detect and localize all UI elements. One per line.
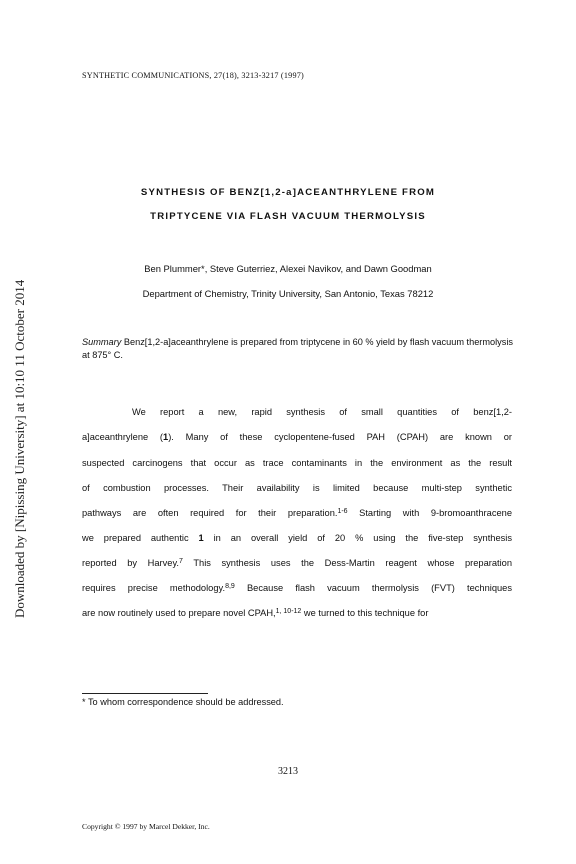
body-line — [82, 432, 512, 442]
body-text: Because flash vacuum thermolysis (FVT) techniques — [234, 583, 512, 593]
citation-ref: 8,9 — [225, 583, 235, 590]
body-line — [82, 558, 512, 568]
body-line — [82, 458, 512, 468]
affiliation: Department of Chemistry, Trinity University, San Antonio, Texas 78212 — [142, 288, 434, 299]
body-text: pathways are often required for their preparation. — [82, 508, 338, 518]
body-line — [82, 608, 512, 618]
summary — [82, 336, 522, 362]
body-text: Starting with 9-bromoanthracene — [347, 508, 512, 518]
citation-ref: 7 — [179, 558, 183, 565]
summary-text: Benz[1,2-a]aceanthrylene is prepared from triptycene in 60 % yield by flash vacuum thermolysis at 875° C. — [82, 337, 513, 360]
download-watermark: Downloaded by [Nipissing University] at 10:10 11 October 2014 — [12, 279, 27, 618]
footnote: * To whom correspondence should be addressed. — [82, 697, 284, 707]
body-line — [82, 407, 512, 417]
authors: Ben Plummer*, Steve Guterriez, Alexei Navikov, and Dawn Goodman — [144, 263, 432, 274]
paper-title-line-2: TRIPTYCENE VIA FLASH VACUUM THERMOLYSIS — [150, 211, 426, 222]
body-text: we prepared authentic — [82, 533, 199, 543]
body-text: suspected carcinogens that occur as trace contaminants in the environment as the result — [82, 458, 512, 468]
compound-number: 1 — [163, 432, 169, 442]
body-text: are now routinely used to prepare novel CPAH, — [82, 608, 276, 618]
body-text: reported by Harvey. — [82, 558, 179, 568]
body-line — [82, 508, 512, 518]
body-text: This synthesis uses the Dess-Martin reagent whose preparation — [182, 558, 513, 568]
body-text: we turned to this technique for — [301, 608, 429, 618]
page-number: 3213 — [278, 766, 298, 777]
body-text: of combustion processes. Their availability is limited because multi-step synthetic — [82, 483, 512, 493]
body-line — [82, 533, 512, 543]
body-text: ). Many of these cyclopentene-fused PAH (CPAH) are known or — [168, 432, 512, 442]
body-text: in an overall yield of 20 % using the five-step synthesis — [203, 533, 512, 543]
citation-ref: 1, 10-12 — [275, 608, 302, 615]
journal-header: SYNTHETIC COMMUNICATIONS, 27(18), 3213-3217 (1997) — [82, 71, 304, 80]
copyright: Copyright © 1997 by Marcel Dekker, Inc. — [82, 822, 210, 831]
summary-label: Summary — [82, 337, 122, 347]
body-text: a]aceanthrylene ( — [82, 432, 164, 442]
body-text: We report a new, rapid synthesis of small quantities of benz[1,2- — [132, 407, 512, 417]
body-line — [82, 583, 512, 593]
footnote-divider — [82, 693, 208, 694]
body-text: requires precise methodology. — [82, 583, 226, 593]
compound-number: 1 — [198, 533, 204, 543]
citation-ref: 1-6 — [337, 508, 348, 515]
paper-title-line-1: SYNTHESIS OF BENZ[1,2-a]ACEANTHRYLENE FROM — [140, 187, 436, 198]
body-line — [82, 483, 512, 493]
